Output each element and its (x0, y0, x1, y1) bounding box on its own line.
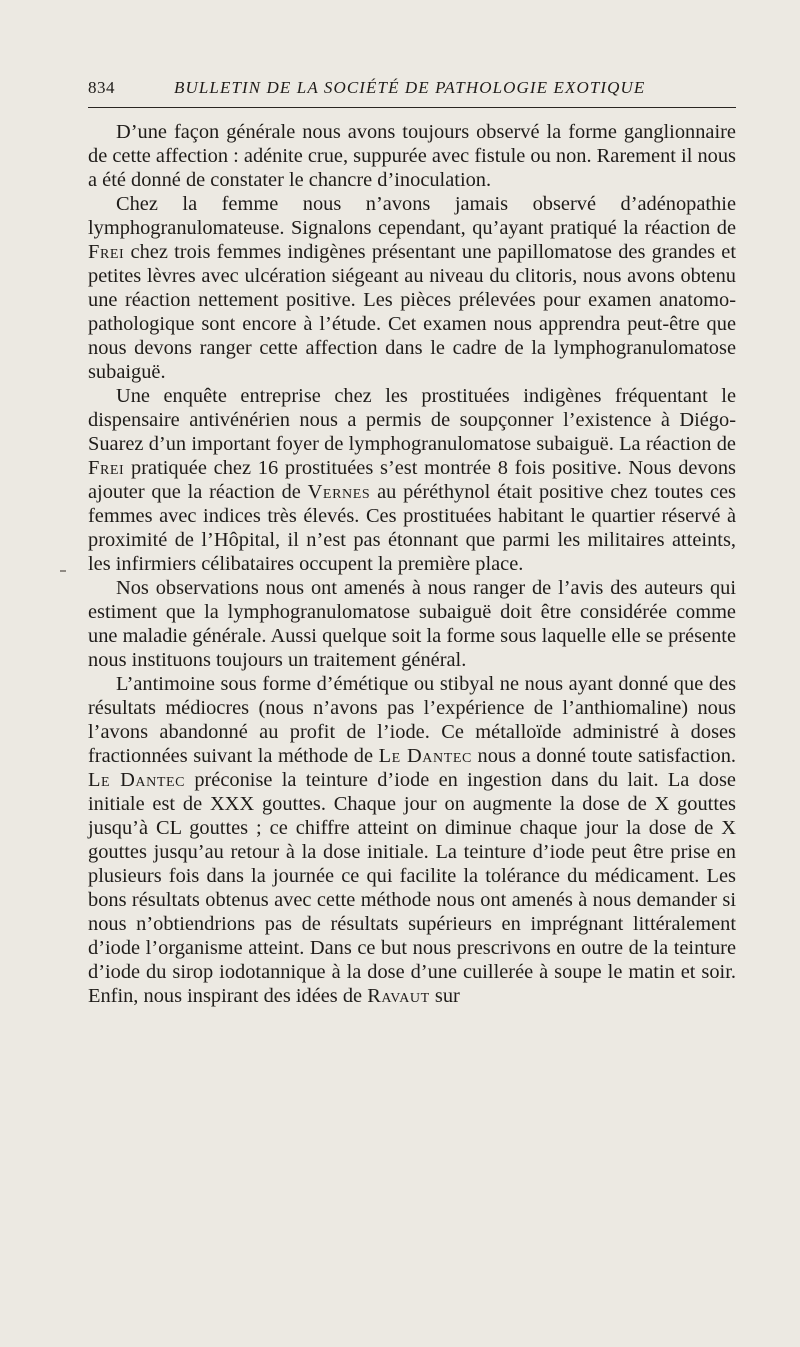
paragraph-5 (88, 672, 736, 1008)
body-text (88, 120, 736, 1008)
paragraph-3-text-b: pratiquée chez 16 prostituées s’est montrée 8 fois positive. Nous devons ajouter que la réaction de (88, 457, 736, 503)
paragraph-5-text-c: préconise la teinture d’iode en ingestion dans du lait. La dose initiale est de XXX gouttes. Chaque jour on augmente la dose de X gouttes jusqu’à CL gouttes ; ce chiffre atteint on diminue chaque jour la dose de X gouttes jusqu’au retour à la dose initiale. La teinture d’iode peut être prise en plusieurs fois dans la journée ce qui facilite la tolérance du médicament. Les bons résultats obtenus avec cette méthode nous ont amenés à nous demander si nous n’obtiendrions pas de résultats supérieurs en imprégnant littéralement d’iode l’organisme atteint. Dans ce but nous prescrivons en outre de la teinture d’iode du sirop iodotannique à la dose d’une cuillerée à soupe le matin et soir. Enfin, nous inspirant des idées de (88, 769, 736, 1007)
paragraph-4-text: Nos observations nous ont amenés à nous ranger de l’avis des auteurs qui estiment que la lymphogranulomatose subaiguë doit être considérée comme une maladie générale. Aussi quelque soit la forme sous laquelle elle se présente nous instituons toujours un traitement général. (88, 577, 736, 671)
author-name-le-dantec: Le Dantec (88, 769, 186, 791)
paragraph-4 (88, 576, 736, 672)
paragraph-5-text-b: nous a donné toute satisfaction. (471, 745, 736, 767)
paragraph-2 (88, 192, 736, 384)
paragraph-5-text-a: L’antimoine sous forme d’émétique ou stibyal ne nous ayant donné que des résultats médiocres (nous n’avons pas l’expérience de l’anthiomaline) nous l’avons abandonné au profit de l’iode. Ce métalloïde administré à doses fractionnées suivant la méthode de (88, 673, 736, 767)
paragraph-1 (88, 120, 736, 192)
paragraph-2-text-b: chez trois femmes indigènes présentant une papillomatose des grandes et petites lèvres avec ulcération siégeant au niveau du clitoris, nous avons obtenu une réaction nettement positive. Les pièces prélevées pour examen anatomo-pathologique sont encore à l’étude. Cet examen nous apprendra peut-être que nous devons ranger cette affection dans le cadre de la lymphogranulomatose subaiguë. (88, 241, 736, 383)
author-name-frei: Frei (88, 457, 125, 479)
header-rule (88, 107, 736, 108)
page-number: 834 (88, 78, 115, 97)
author-name-ravaut: Ravaut (367, 985, 430, 1007)
paragraph-3-text-c: au péréthynol était positive chez toutes ces femmes avec indices très élevés. Ces prostituées habitant le quartier réservé à proximité de l’Hôpital, il n’est pas étonnant que parmi les militaires atteints, les infirmiers célibataires occupent la première place. (88, 481, 736, 575)
margin-mark (60, 570, 66, 572)
paragraph-3-text-a: Une enquête entreprise chez les prostituées indigènes fréquentant le dispensaire antivénérien nous a permis de soupçonner l’existence à Diégo-Suarez d’un important foyer de lymphogranulomatose subaiguë. La réaction de (88, 385, 736, 455)
paragraph-3 (88, 384, 736, 576)
author-name-le-dantec: Le Dantec (378, 745, 472, 767)
page-header (88, 78, 736, 100)
paragraph-5-text-d: sur (429, 985, 460, 1007)
running-title: BULLETIN DE LA SOCIÉTÉ DE PATHOLOGIE EXOTIQUE (174, 78, 646, 97)
author-name-vernes: Vernes (307, 481, 371, 503)
paragraph-2-text-a: Chez la femme nous n’avons jamais observé d’adénopathie lymphogranulomateuse. Signalons cependant, qu’ayant pratiqué la réaction de (88, 193, 736, 239)
paragraph-1-text: D’une façon générale nous avons toujours observé la forme ganglionnaire de cette affection : adénite crue, suppurée avec fistule ou non. Rarement il nous a été donné de constater le chancre d’inoculation. (88, 121, 736, 191)
author-name-frei: Frei (88, 241, 125, 263)
